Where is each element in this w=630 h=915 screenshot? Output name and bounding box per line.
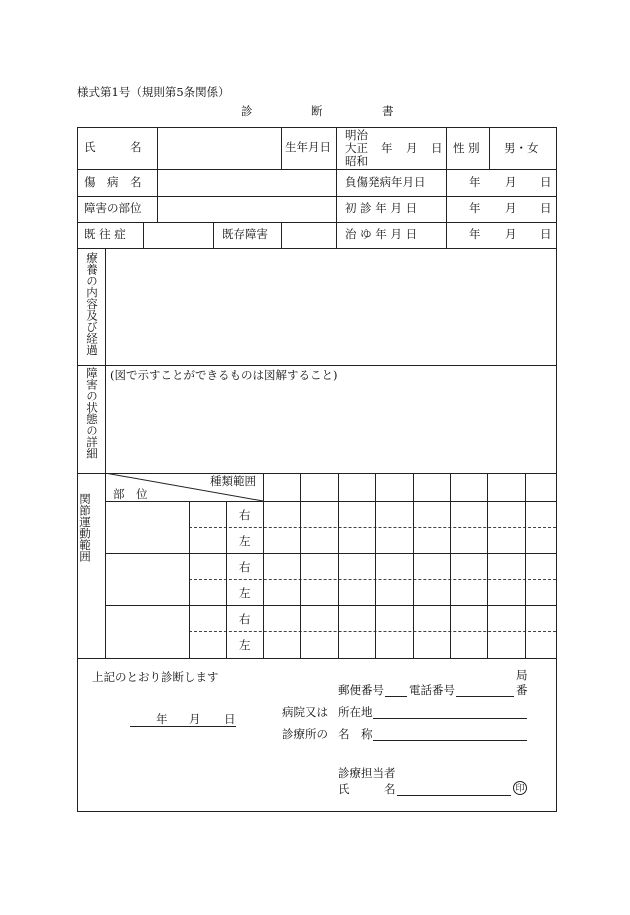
disability-detail-label: 障害の状態の詳細: [85, 367, 99, 459]
facility-name-label: 名 称: [338, 727, 373, 741]
first-visit-day-unit: 日: [540, 201, 552, 215]
treatment-label: 療養の内容及び経過: [85, 252, 99, 356]
diagnosis-date-line: [130, 726, 236, 727]
postal-code-label: 郵便番号: [338, 683, 384, 697]
rule: [189, 631, 556, 632]
injury-date-label: 負傷発病年月日: [345, 175, 426, 189]
rule: [336, 128, 337, 248]
disability-site-label: 障害の部位: [84, 201, 142, 215]
birth-day-unit: 日: [431, 141, 443, 155]
doctor-name-label: 氏 名: [338, 782, 396, 796]
diagnosis-day-unit: 日: [224, 712, 236, 726]
cure-month-unit: 月: [505, 227, 517, 241]
rule: [105, 553, 556, 554]
first-visit-year-unit: 年: [469, 201, 481, 215]
rule: [78, 169, 556, 170]
injury-day-unit: 日: [540, 175, 552, 189]
address-line: [373, 718, 527, 719]
birth-year-unit: 年: [381, 141, 393, 155]
phone-label: 電話番号: [409, 683, 455, 697]
rule: [525, 473, 526, 658]
seal-mark: 印: [513, 781, 527, 795]
era-taisho: 大正: [345, 141, 368, 155]
rule: [413, 473, 414, 658]
clinic-label: 診療所の: [282, 727, 328, 741]
side-left-3: 左: [239, 638, 251, 652]
side-right-2: 右: [239, 560, 251, 574]
injury-year-unit: 年: [469, 175, 481, 189]
side-left-1: 左: [239, 534, 251, 548]
rule: [375, 473, 376, 658]
joint-header-type-range: 種類範囲: [210, 474, 256, 488]
rule: [446, 128, 447, 169]
past-illness-label: 既 往 症: [84, 227, 126, 241]
rule: [489, 128, 490, 169]
kyoku-label: 局: [516, 668, 528, 682]
rule: [78, 196, 556, 197]
side-right-3: 右: [239, 612, 251, 626]
side-right-1: 右: [239, 508, 251, 522]
sex-label: 性 別: [453, 141, 480, 155]
joint-range-label: 関節運動範囲: [78, 493, 92, 562]
name-label: 氏 名: [84, 140, 142, 154]
title-char-2: 断: [311, 104, 323, 118]
postal-code-line: [385, 696, 407, 697]
rule: [446, 169, 447, 248]
rule: [487, 473, 488, 658]
rule: [338, 473, 339, 658]
rule: [226, 501, 227, 658]
first-visit-label: 初 診 年 月 日: [345, 201, 418, 215]
ban-label: 番: [516, 683, 528, 697]
rule: [143, 222, 144, 248]
diagnosis-month-unit: 月: [189, 712, 201, 726]
cure-day-unit: 日: [540, 227, 552, 241]
rule: [189, 501, 190, 658]
first-visit-month-unit: 月: [505, 201, 517, 215]
sex-value: 男・女: [504, 141, 539, 155]
rule: [281, 222, 282, 248]
cure-date-label: 治 ゆ 年 月 日: [345, 227, 418, 241]
diagnosis-year-unit: 年: [156, 712, 168, 726]
rule: [281, 128, 282, 169]
address-label: 所在地: [338, 705, 373, 719]
cure-year-unit: 年: [469, 227, 481, 241]
rule: [78, 248, 556, 249]
facility-name-line: [373, 740, 527, 741]
disability-detail-note: (図で示すことができるものは図解すること): [110, 368, 338, 382]
rule: [105, 605, 556, 606]
rule: [189, 527, 556, 528]
joint-header-site: 部 位: [113, 487, 148, 501]
rule: [78, 365, 556, 366]
doctor-label: 診療担当者: [338, 766, 396, 780]
injury-month-unit: 月: [505, 175, 517, 189]
injury-name-label: 傷 病 名: [84, 175, 142, 189]
side-left-2: 左: [239, 586, 251, 600]
birth-date-label: 生年月日: [285, 140, 331, 154]
hospital-label: 病院又は: [282, 705, 328, 719]
phone-line: [456, 696, 514, 697]
rule: [213, 222, 214, 248]
form-number: 様式第1号（規則第5条関係）: [77, 85, 230, 99]
title-char-3: 書: [382, 104, 394, 118]
era-showa: 昭和: [345, 154, 368, 168]
rule: [157, 128, 158, 222]
era-meiji: 明治: [345, 128, 368, 142]
rule: [105, 248, 106, 658]
existing-disability-label: 既存障害: [222, 227, 268, 241]
rule: [78, 658, 556, 659]
doctor-name-line: [397, 795, 511, 796]
birth-month-unit: 月: [406, 141, 418, 155]
rule: [450, 473, 451, 658]
rule: [189, 579, 556, 580]
diagnosis-statement: 上記のとおり診断します: [92, 670, 219, 684]
rule: [78, 222, 556, 223]
title-char-1: 診: [241, 104, 253, 118]
rule: [300, 473, 301, 658]
